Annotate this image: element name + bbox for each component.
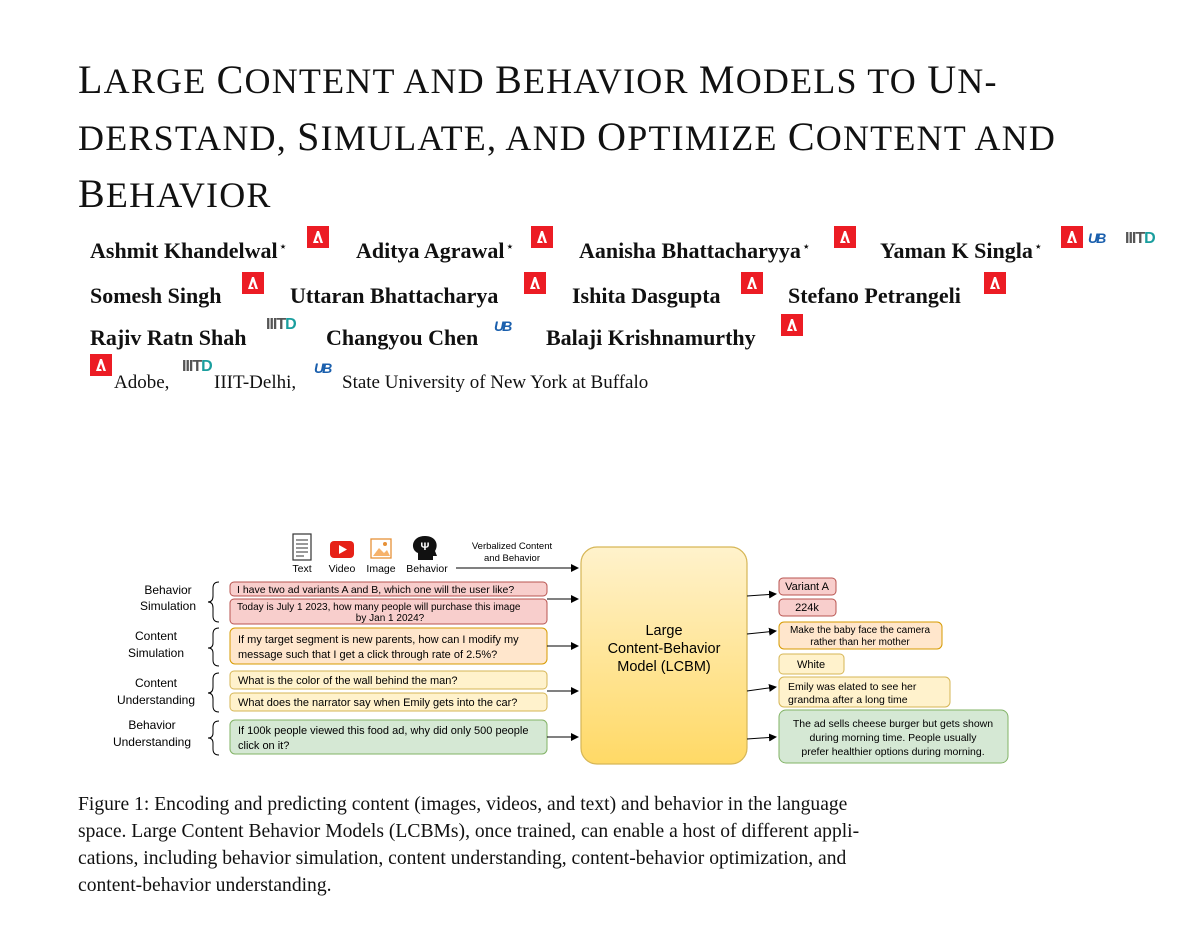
author-name-text: Aanisha Bhattacharyya [579,238,801,263]
answer-text: 224k [795,602,819,614]
answer-text: Variant A [785,581,829,593]
paper-title [78,52,1078,223]
author-name-text: Yaman K Singla [880,238,1033,263]
author-name [880,238,1043,264]
modality-label: Text [292,563,312,575]
head-psi-icon [413,536,437,560]
model-label: Content-Behavior [607,641,721,657]
output-arrow [747,594,776,596]
answer-text: Emily was elated to see her [788,681,917,693]
output-arrow [747,687,776,691]
figure-caption [78,791,1038,899]
document-icon [293,534,311,560]
model-label: Model (LCBM) [617,659,711,675]
author-name-text: Ashmit Khandelwal [90,238,278,263]
ub-logo-icon: UB [494,318,511,334]
ub-logo-icon: UB [1088,230,1105,246]
modality-label: Video [328,563,356,575]
equal-contribution-star: ⋆ [505,240,515,255]
author-name: Ishita Dasgupta [572,283,721,308]
caption-line: cations, including behavior simulation, content understanding, content-behavior optimization, and [78,848,847,869]
question-text: message such that I get a click through rate of 2.5%? [238,649,498,661]
adobe-logo-icon [984,272,1006,294]
iiit-delhi-logo-icon: IIITD [1125,230,1155,247]
author-name-text: Aditya Agrawal [356,238,505,263]
lcbm-figure [100,530,1020,770]
adobe-logo-icon [741,272,763,294]
brace [208,673,219,712]
author-name [579,238,811,264]
affiliation-iiit-delhi: IIIT-Delhi, [214,372,297,393]
caption-line: space. Large Content Behavior Models (LCBMs), once trained, can enable a host of different appli- [78,821,860,842]
author-name: Changyou Chen [326,325,479,350]
author-name [356,238,514,264]
affiliation-suny-buffalo: State University of New York at Buffalo [342,372,649,393]
author-name: Rajiv Ratn Shah [90,325,247,350]
question-text: What is the color of the wall behind the man? [238,675,458,687]
answer-text: rather than her mother [810,637,910,648]
arrow-label: and Behavior [484,553,540,564]
question-text: Today is July 1 2023, how many people will purchase this image [237,602,521,613]
ub-logo-icon: UB [314,360,331,376]
arrow-label: Verbalized Content [471,541,553,552]
model-label: Large [645,623,683,639]
answer-text: Make the baby face the camera [789,625,931,636]
caption-line: content-behavior understanding. [78,875,332,896]
output-arrow [747,631,776,634]
question-text: What does the narrator say when Emily gets into the car? [238,697,518,709]
adobe-logo-icon [834,226,856,248]
category-label: Content [134,629,178,643]
category-label: Understanding [116,693,196,707]
author-name [90,238,287,264]
answer-text: White [796,659,826,671]
category-label: Understanding [112,735,192,749]
answer-text: grandma after a long time [788,694,908,706]
equal-contribution-star: ⋆ [801,240,811,255]
caption-line: Figure 1: Encoding and predicting content (images, videos, and text) and behavior in the language [78,794,848,815]
modality-label: Image [366,563,396,575]
video-play-icon [330,541,354,558]
title-line-1: LARGE CONTENT AND BEHAVIOR MODELS TO UN- [78,57,998,102]
answer-text: during morning time. People usually [809,732,977,744]
question-text: by Jan 1 2024? [355,613,425,624]
author-name: Balaji Krishnamurthy [546,325,756,350]
title-line-2: DERSTAND, SIMULATE, AND OPTIMIZE CONTENT AND [78,114,1057,159]
category-label: Simulation [127,646,185,660]
adobe-logo-icon [242,272,264,294]
adobe-logo-icon [524,272,546,294]
equal-contribution-star: ⋆ [278,240,288,255]
iiit-delhi-logo-icon: IIITD [182,358,212,375]
adobe-logo-icon [781,314,803,336]
author-name: Somesh Singh [90,283,222,308]
brace [208,721,219,755]
iiit-delhi-logo-icon: IIITD [266,316,296,333]
output-arrow [747,737,776,739]
question-text: If 100k people viewed this food ad, why did only 500 people [238,725,529,737]
category-label: Behavior [144,583,192,597]
answer-text: The ad sells cheese burger but gets shown [792,718,994,730]
adobe-logo-icon [307,226,329,248]
question-text: I have two ad variants A and B, which one will the user like? [237,584,515,596]
image-icon [371,539,391,558]
brace [208,582,219,622]
category-label: Simulation [139,599,197,613]
svg-text:Ψ: Ψ [420,541,430,553]
author-name: Uttaran Bhattacharya [290,283,499,308]
answer-text: prefer healthier options during morning. [801,746,985,758]
question-text: If my target segment is new parents, how can I modify my [238,634,519,646]
adobe-logo-icon [1061,226,1083,248]
adobe-logo-icon [531,226,553,248]
modality-label: Behavior [406,563,448,575]
equal-contribution-star: ⋆ [1033,240,1043,255]
adobe-logo-icon [90,354,112,376]
question-text: click on it? [238,740,290,752]
brace [208,628,219,666]
category-label: Content [134,676,178,690]
affiliation-adobe: Adobe, [114,372,170,393]
category-label: Behavior [128,718,176,732]
title-line-3: BEHAVIOR [78,171,272,216]
author-name: Stefano Petrangeli [788,283,961,308]
